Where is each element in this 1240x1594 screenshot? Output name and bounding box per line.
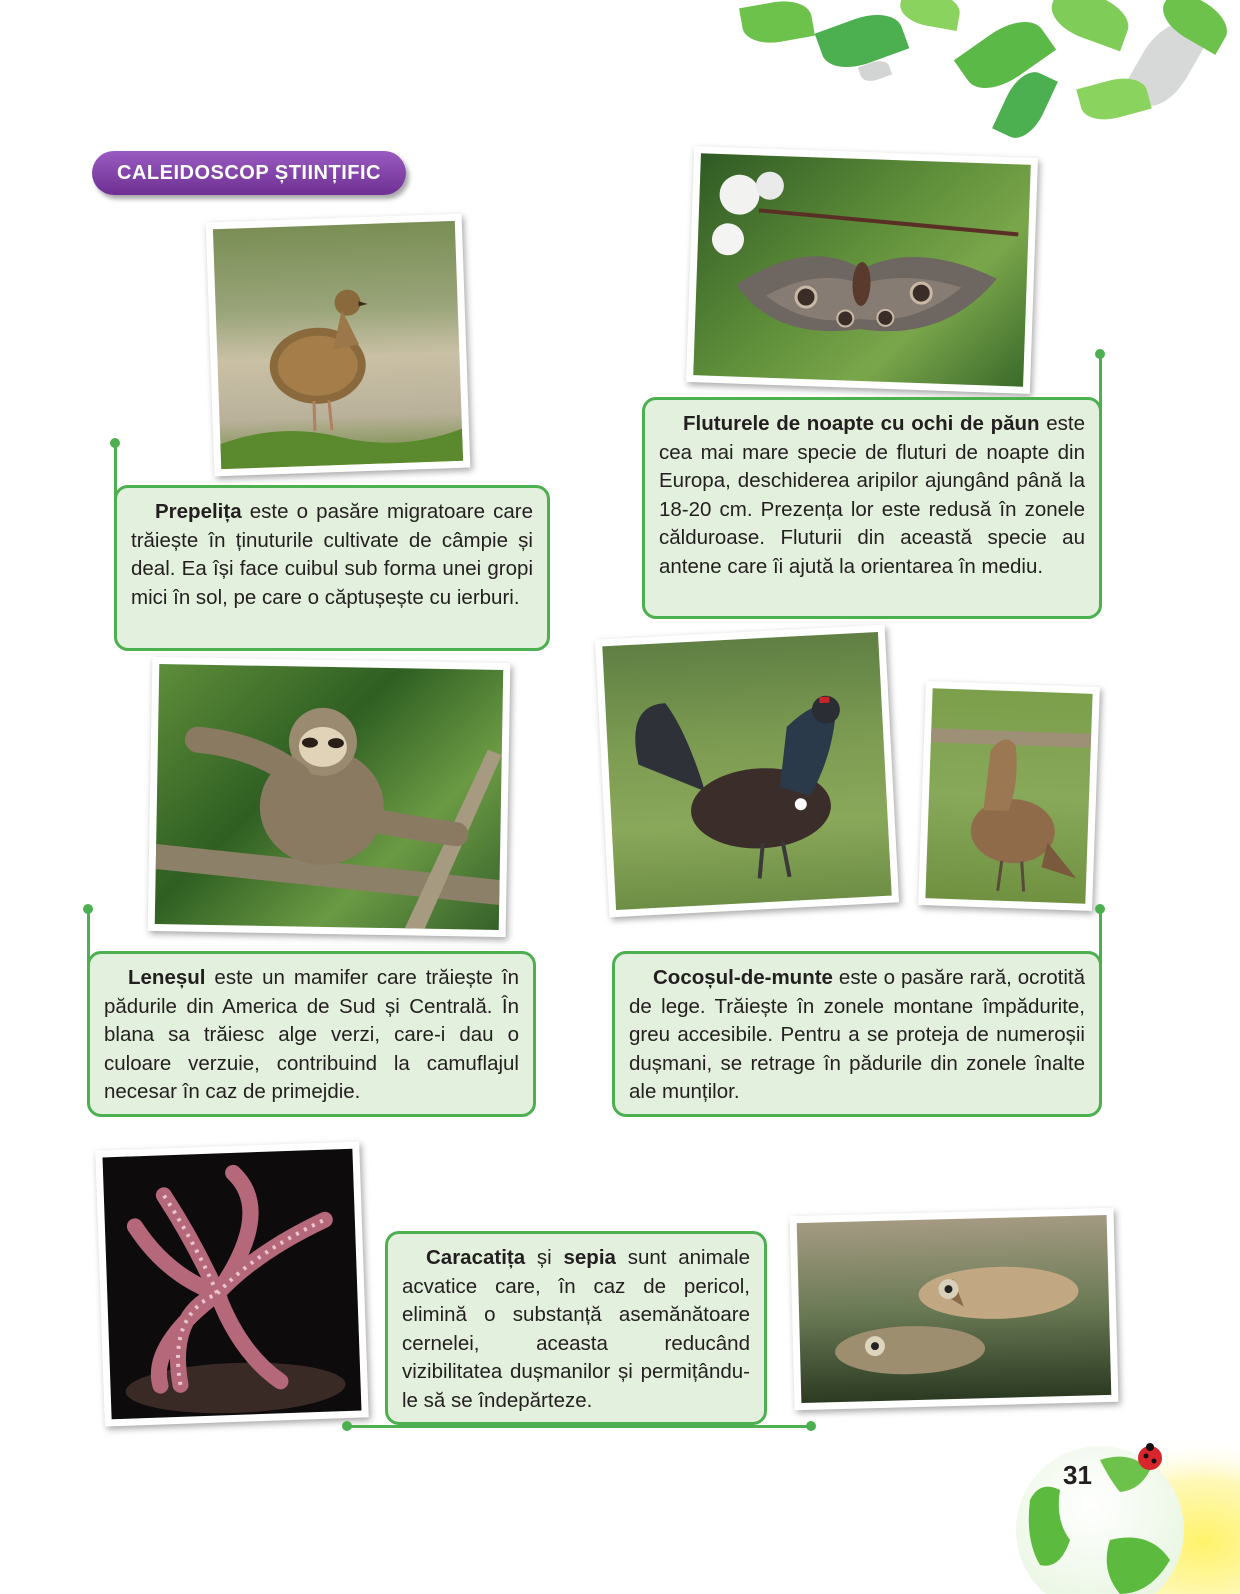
- moth-text-box: [642, 397, 1102, 619]
- grouse-term: Cocoșul-de-munte: [653, 966, 833, 989]
- capercaillie-male-illustration: [602, 632, 891, 910]
- section-title: CALEIDOSCOP ȘTIINȚIFIC: [117, 161, 381, 184]
- sloth-term: Leneșul: [128, 966, 206, 989]
- quail-text-box: [114, 485, 550, 651]
- moth-term: Fluturele de noapte cu ochi de păun: [683, 412, 1040, 435]
- octopus-description: sunt animale acvatice care, în caz de pericol, elimină o substanță asemănătoare cernelei, aceasta reducând vizibilitatea dușmanilor și permițându-le să se îndepărteze.: [402, 1246, 750, 1412]
- quail-illustration: [213, 221, 463, 469]
- sloth-text-box: [87, 951, 536, 1117]
- capercaillie-male-photo: [595, 625, 899, 918]
- sloth-illustration: [155, 664, 503, 930]
- quail-paragraph: [131, 498, 533, 612]
- cuttlefish-term: sepia: [563, 1246, 616, 1269]
- moth-photo: [686, 146, 1038, 394]
- octopus-term: Caracatița: [426, 1246, 526, 1269]
- capercaillie-female-illustration: [925, 688, 1092, 903]
- capercaillie-female-photo: [918, 681, 1100, 911]
- quail-description: este o pasăre migratoare care trăiește în ținuturile cultivate de câmpie și deal. Ea își face cuibul sub forma unei gropi mici în sol, pe care o căptușește cu ierburi.: [131, 500, 533, 609]
- grouse-text-box: [612, 951, 1102, 1117]
- globe-icon: [1000, 1420, 1240, 1594]
- octopus-text-box: [385, 1231, 767, 1425]
- cuttlefish-illustration: [797, 1215, 1112, 1403]
- moth-illustration: [693, 153, 1031, 386]
- sloth-description: este un mamifer care trăiește în pădurile din America de Sud și Centrală. În blana sa trăiesc alge verzi, care-i dau o culoare verzuie, contribuind la camuflajul necesar în caz de primejdie.: [104, 966, 519, 1104]
- connector-dot: [806, 1421, 816, 1431]
- connector-line: [347, 1425, 811, 1428]
- quail-photo: [206, 214, 471, 477]
- quail-term: Prepelița: [155, 500, 242, 523]
- moth-paragraph: [659, 410, 1085, 582]
- moth-description: este cea mai mare specie de fluturi de noapte din Europa, deschiderea aripilor ajungând până la 18-20 cm. Prezența lor este redusă în zonele călduroase. Fluturii din această specie au antene care îi ajută la orientarea în mediu.: [659, 412, 1085, 578]
- octopus-photo: [95, 1141, 368, 1426]
- cuttlefish-photo: [790, 1208, 1119, 1410]
- grouse-paragraph: [629, 964, 1085, 1107]
- sloth-paragraph: [104, 964, 519, 1107]
- octopus-paragraph: [402, 1244, 750, 1416]
- sloth-photo: [148, 657, 511, 937]
- octopus-illustration: [103, 1149, 362, 1420]
- grouse-description: este o pasăre rară, ocrotită de lege. Trăiește în zonele montane împădurite, greu accesibile. Pentru a se proteja de numeroșii dușmani, se retrage în pădurile din zonele înalte ale munților.: [629, 966, 1085, 1104]
- section-header: [92, 151, 406, 195]
- octopus-connector-word: și: [525, 1246, 564, 1269]
- page-number: 31: [1063, 1460, 1092, 1490]
